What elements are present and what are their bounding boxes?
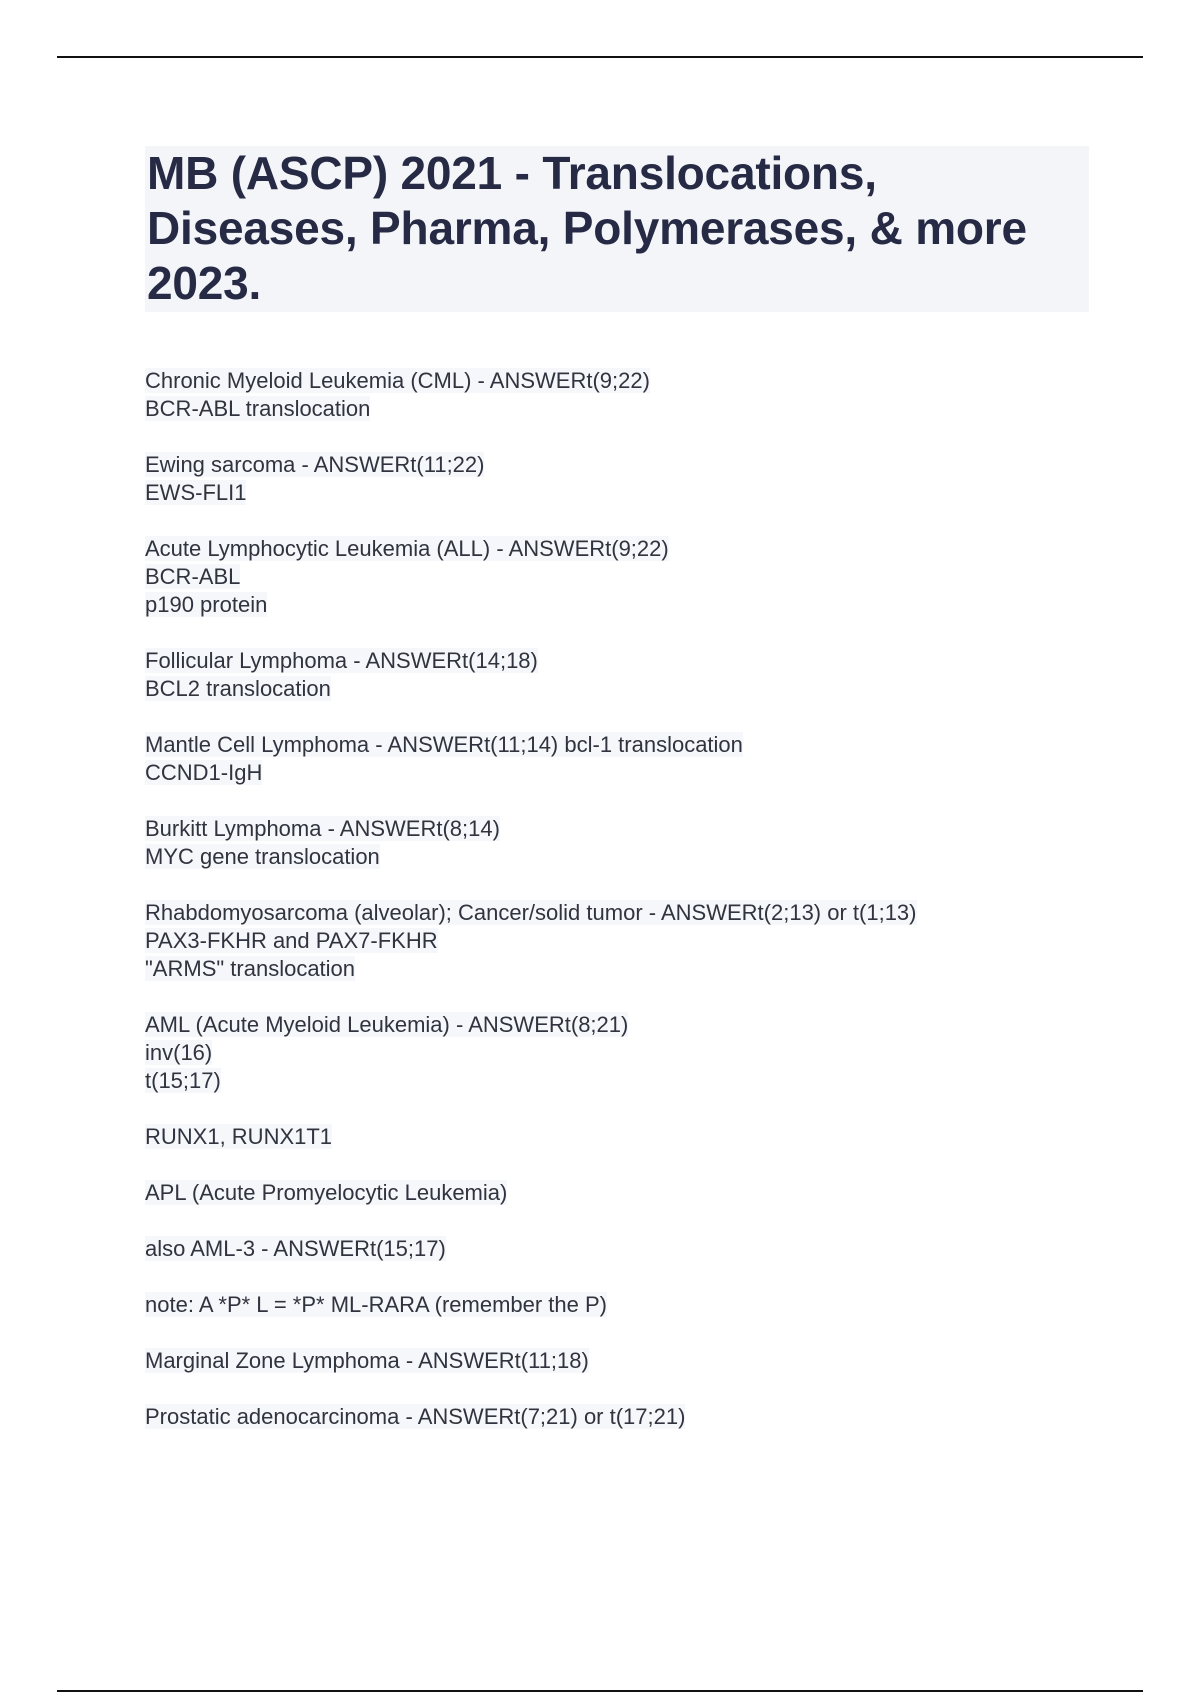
qa-line <box>145 1347 1105 1375</box>
qa-entry <box>145 1403 1105 1431</box>
qa-line-text: CCND1-IgH <box>145 760 263 785</box>
qa-line-text: Ewing sarcoma - ANSWERt(11;22) <box>145 452 485 477</box>
qa-entry <box>145 899 1105 983</box>
qa-line-text: Burkitt Lymphoma - ANSWERt(8;14) <box>145 816 500 841</box>
qa-line <box>145 927 1105 955</box>
qa-line <box>145 647 1105 675</box>
qa-line <box>145 451 1105 479</box>
qa-line <box>145 1291 1105 1319</box>
qa-line <box>145 395 1105 423</box>
qa-line-text: PAX3-FKHR and PAX7-FKHR <box>145 928 438 953</box>
qa-line-text: BCL2 translocation <box>145 676 331 701</box>
qa-line-text: also AML-3 - ANSWERt(15;17) <box>145 1236 446 1261</box>
qa-line <box>145 479 1105 507</box>
qa-entry <box>145 535 1105 619</box>
qa-line-text: Prostatic adenocarcinoma - ANSWERt(7;21) or t(17;21) <box>145 1404 686 1429</box>
qa-entry <box>145 647 1105 703</box>
qa-line-text: RUNX1, RUNX1T1 <box>145 1124 333 1149</box>
qa-entry <box>145 1235 1105 1263</box>
qa-line <box>145 1179 1105 1207</box>
qa-line <box>145 1235 1105 1263</box>
qa-line <box>145 1067 1105 1095</box>
title-block <box>145 146 1089 312</box>
qa-line-text: Mantle Cell Lymphoma - ANSWERt(11;14) bcl-1 translocation <box>145 732 743 757</box>
qa-entry <box>145 451 1105 507</box>
qa-line <box>145 759 1105 787</box>
qa-line-text: BCR-ABL translocation <box>145 396 371 421</box>
qa-entry <box>145 1179 1105 1207</box>
qa-line-text: t(15;17) <box>145 1068 221 1093</box>
qa-line <box>145 899 1105 927</box>
qa-line <box>145 843 1105 871</box>
qa-line <box>145 731 1105 759</box>
qa-line <box>145 955 1105 983</box>
qa-line <box>145 535 1105 563</box>
qa-line-text: AML (Acute Myeloid Leukemia) - ANSWERt(8;21) <box>145 1012 629 1037</box>
qa-line-text: p190 protein <box>145 592 268 617</box>
qa-entry <box>145 1123 1105 1151</box>
qa-line <box>145 1123 1105 1151</box>
qa-line-text: BCR-ABL <box>145 564 241 589</box>
footer-rule <box>57 1690 1143 1692</box>
qa-line-text: Rhabdomyosarcoma (alveolar); Cancer/solid tumor - ANSWERt(2;13) or t(1;13) <box>145 900 917 925</box>
qa-line <box>145 1039 1105 1067</box>
qa-list <box>145 367 1105 1459</box>
qa-line <box>145 815 1105 843</box>
qa-line <box>145 367 1105 395</box>
qa-line-text: inv(16) <box>145 1040 213 1065</box>
header-rule <box>57 56 1143 58</box>
qa-entry <box>145 1291 1105 1319</box>
qa-entry <box>145 1347 1105 1375</box>
qa-entry <box>145 815 1105 871</box>
qa-entry <box>145 367 1105 423</box>
qa-entry <box>145 1011 1105 1095</box>
qa-line-text: "ARMS" translocation <box>145 956 356 981</box>
qa-line-text: Chronic Myeloid Leukemia (CML) - ANSWERt(9;22) <box>145 368 650 393</box>
qa-entry <box>145 731 1105 787</box>
qa-line <box>145 591 1105 619</box>
qa-line <box>145 675 1105 703</box>
qa-line-text: APL (Acute Promyelocytic Leukemia) <box>145 1180 508 1205</box>
qa-line-text: EWS-FLI1 <box>145 480 247 505</box>
qa-line-text: note: A *P* L = *P* ML-RARA (remember the P) <box>145 1292 607 1317</box>
qa-line <box>145 563 1105 591</box>
qa-line <box>145 1403 1105 1431</box>
qa-line <box>145 1011 1105 1039</box>
qa-line-text: Follicular Lymphoma - ANSWERt(14;18) <box>145 648 538 673</box>
qa-line-text: Acute Lymphocytic Leukemia (ALL) - ANSWERt(9;22) <box>145 536 669 561</box>
qa-line-text: MYC gene translocation <box>145 844 380 869</box>
document-title: MB (ASCP) 2021 - Translocations, Diseases, Pharma, Polymerases, & more 2023. <box>147 147 1027 309</box>
qa-line-text: Marginal Zone Lymphoma - ANSWERt(11;18) <box>145 1348 589 1373</box>
